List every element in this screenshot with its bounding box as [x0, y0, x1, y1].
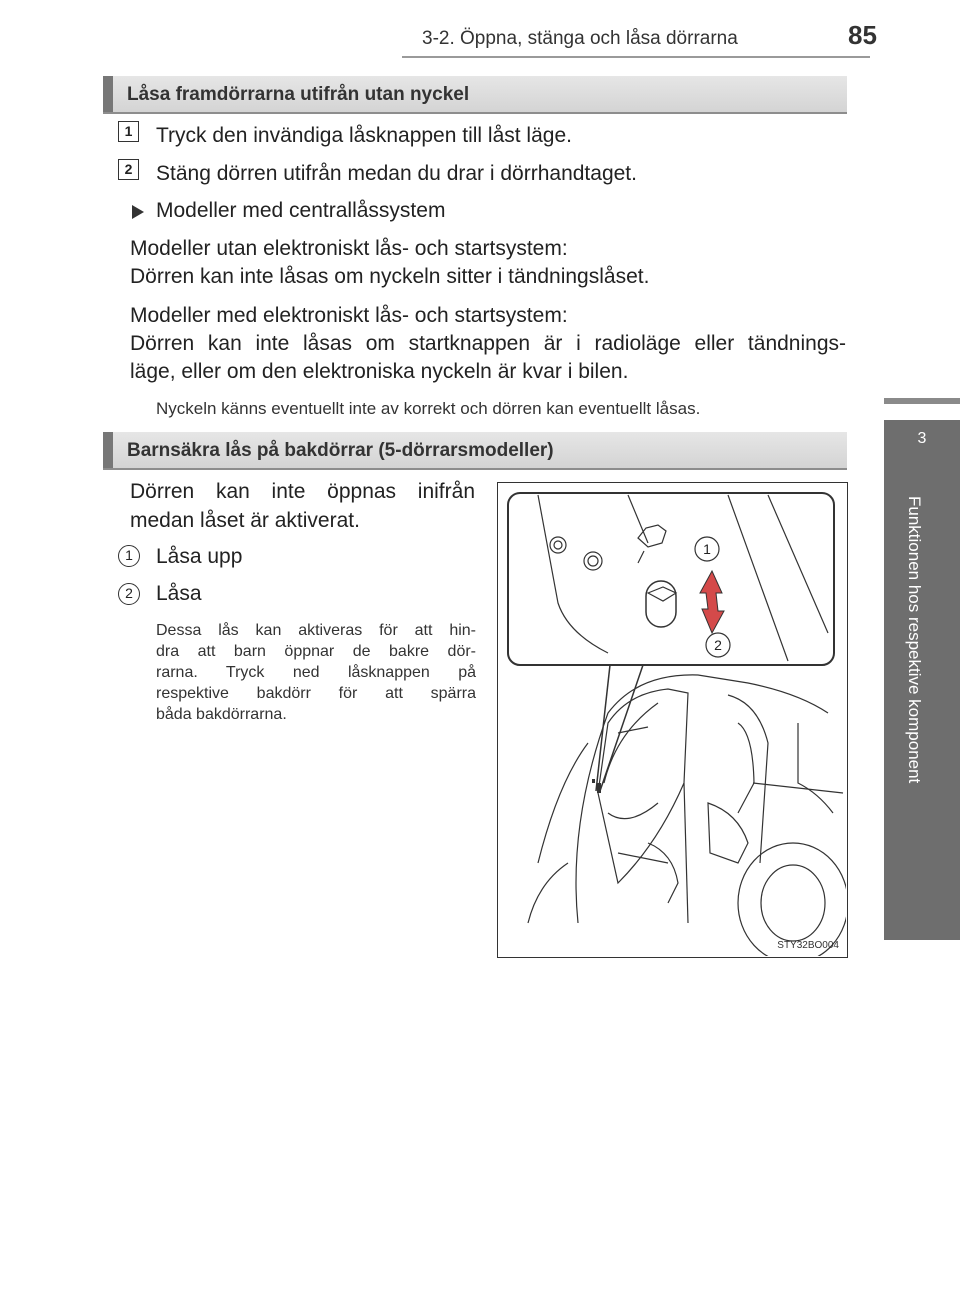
item-text: Låsa upp: [156, 545, 243, 568]
paragraph-line: Modeller utan elektroniskt lås- och startsystem:: [130, 237, 568, 260]
item-text: Låsa: [156, 582, 202, 605]
bullet-heading: Modeller med centrallåssystem: [156, 199, 446, 222]
side-tab-marker: [884, 398, 960, 404]
illustration-rear-door-child-lock: [497, 482, 848, 958]
callout-number: 1: [118, 545, 140, 567]
running-header: 3-2. Öppna, stänga och låsa dörrarna: [422, 28, 738, 49]
step-marker: 2: [118, 159, 139, 180]
page-number: 85: [848, 20, 877, 50]
note-line: respektive bakdörr för att spärra: [156, 685, 476, 702]
figure-code: STY32BO004: [777, 940, 839, 951]
car-door-illustration: [498, 483, 846, 956]
section-title: Låsa framdörrarna utifrån utan nyckel: [127, 84, 470, 105]
step-marker: 1: [118, 121, 139, 142]
section-heading-child-locks: [103, 432, 847, 470]
side-tab-number: 3: [917, 430, 927, 447]
callout-number: 2: [118, 583, 140, 605]
note-line: dra att barn öppnar de bakre dör-: [156, 643, 476, 660]
paragraph-line: Dörren kan inte låsas om startknappen är i radioläge eller tändnings-: [130, 332, 846, 355]
section-title: Barnsäkra lås på bakdörrar (5-dörrarsmodeller): [127, 440, 554, 461]
bullet-triangle-icon: [131, 204, 145, 220]
step-text: Stäng dörren utifrån medan du drar i dörrhandtaget.: [156, 162, 637, 185]
step-text: Tryck den invändiga låsknappen till låst läge.: [156, 124, 572, 147]
paragraph-line: läge, eller om den elektroniska nyckeln är kvar i bilen.: [130, 360, 629, 383]
paragraph-line: Dörren kan inte låsas om nyckeln sitter i tändningslåset.: [130, 265, 650, 288]
section-heading-front-doors: [103, 76, 847, 114]
header-rule: [402, 56, 870, 58]
note-text: Nyckeln känns eventuellt inte av korrekt och dörren kan eventuellt låsas.: [156, 399, 701, 418]
figure-callout: 1: [703, 541, 711, 557]
note-line: rarna. Tryck ned låsknappen på: [156, 664, 476, 681]
paragraph-line: medan låset är aktiverat.: [130, 509, 360, 532]
paragraph-line: Modeller med elektroniskt lås- och startsystem:: [130, 304, 568, 327]
side-tab-label: Funktionen hos respektive komponent: [905, 496, 924, 784]
paragraph-line: Dörren kan inte öppnas inifrån: [130, 480, 475, 503]
note-line: Dessa lås kan aktiveras för att hin-: [156, 622, 476, 639]
note-block: [156, 620, 476, 725]
figure-callout: 2: [714, 637, 722, 653]
note-line: båda bakdörrarna.: [156, 706, 287, 723]
